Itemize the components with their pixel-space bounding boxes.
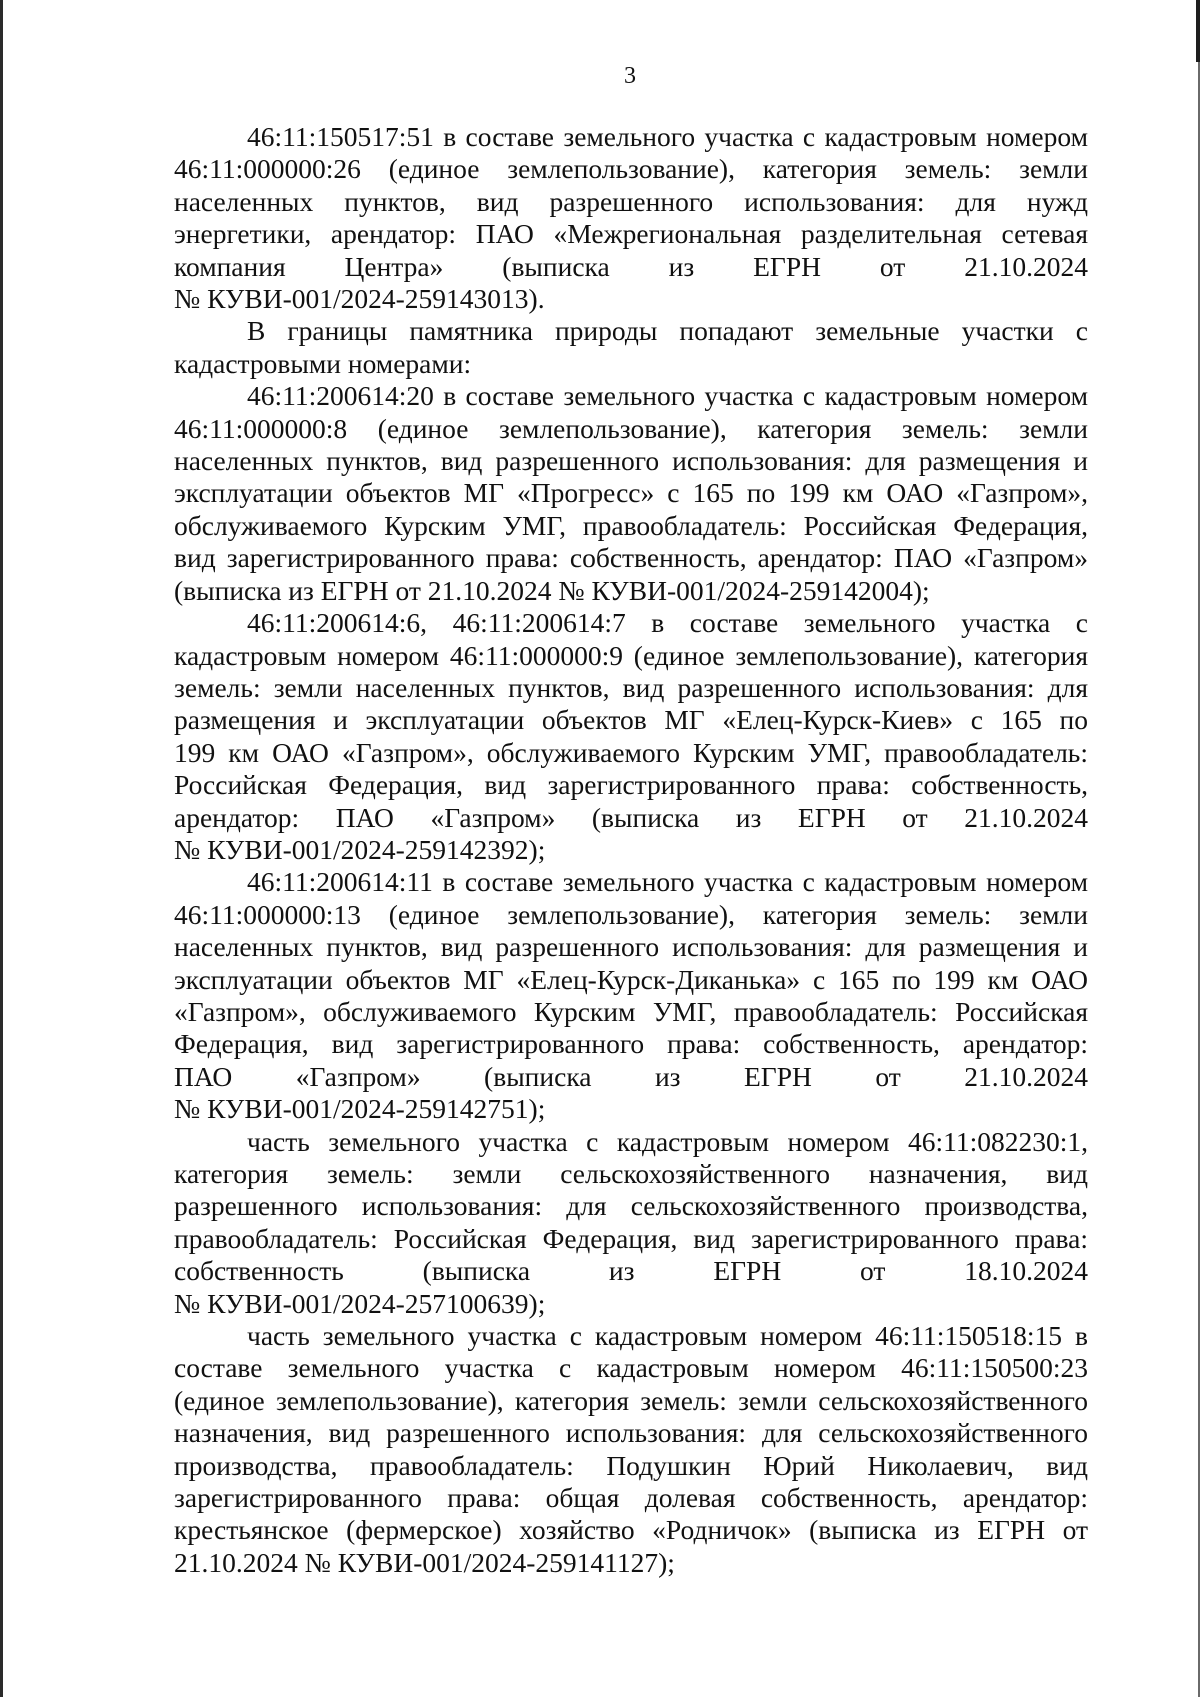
text-line: обслуживаемого Курским УМГ, правообладатель: Российская Федерация, bbox=[174, 509, 1088, 541]
text-line: 199 км ОАО «Газпром», обслуживаемого Курским УМГ, правообладатель: bbox=[174, 736, 1088, 768]
text-line: 46:11:200614:11 в составе земельного участка с кадастровым номером bbox=[247, 866, 1088, 898]
text-line: населенных пунктов, вид разрешенного использования: для размещения и bbox=[174, 931, 1088, 963]
text-line: Федерация, вид зарегистрированного права: собственность, арендатор: bbox=[174, 1028, 1088, 1060]
text-line: арендатор: ПАО «Газпром» (выписка из ЕГРН от 21.10.2024 bbox=[174, 801, 1088, 833]
paragraph bbox=[174, 380, 1088, 607]
text-line: 46:11:000000:13 (единое землепользование), категория земель: земли bbox=[174, 898, 1088, 930]
text-line: собственность (выписка из ЕГРН от 18.10.2024 bbox=[174, 1255, 1088, 1287]
scan-edge-right-mark bbox=[1196, 0, 1200, 62]
text-line: населенных пунктов, вид разрешенного использования: для размещения и bbox=[174, 445, 1088, 477]
text-line: компания Центра» (выписка из ЕГРН от 21.10.2024 bbox=[174, 250, 1088, 282]
text-line: кадастровыми номерами: bbox=[174, 347, 472, 379]
text-line: земель: земли населенных пунктов, вид разрешенного использования: для bbox=[174, 671, 1088, 703]
scan-edge-left bbox=[0, 0, 3, 1697]
text-line: эксплуатации объектов МГ «Елец-Курск-Диканька» с 165 по 199 км ОАО bbox=[174, 963, 1088, 995]
text-line: В границы памятника природы попадают земельные участки с bbox=[247, 315, 1088, 347]
document-body bbox=[174, 121, 1088, 1579]
text-line: 46:11:150517:51 в составе земельного участка с кадастровым номером bbox=[247, 121, 1088, 152]
text-line: (выписка из ЕГРН от 21.10.2024 № КУВИ-001/2024-259142004); bbox=[174, 574, 930, 606]
text-line: Российская Федерация, вид зарегистрированного права: собственность, bbox=[174, 769, 1088, 801]
paragraph bbox=[174, 121, 1088, 315]
text-line: производства, правообладатель: Подушкин Юрий Николаевич, вид bbox=[174, 1449, 1088, 1481]
text-line: часть земельного участка с кадастровым номером 46:11:150518:15 в bbox=[247, 1320, 1088, 1352]
text-line: вид зарегистрированного права: собственность, арендатор: ПАО «Газпром» bbox=[174, 542, 1088, 574]
text-line: 46:11:000000:26 (единое землепользование), категория земель: земли bbox=[174, 153, 1088, 185]
text-line: (единое землепользование), категория земель: земли сельскохозяйственного bbox=[174, 1384, 1088, 1416]
text-line: 46:11:000000:8 (единое землепользование), категория земель: земли bbox=[174, 412, 1088, 444]
paragraph bbox=[174, 1320, 1088, 1579]
text-line: крестьянское (фермерское) хозяйство «Родничок» (выписка из ЕГРН от bbox=[174, 1514, 1088, 1546]
paragraph bbox=[174, 866, 1088, 1125]
text-line: 46:11:200614:6, 46:11:200614:7 в составе земельного участка с bbox=[247, 607, 1088, 639]
text-line: энергетики, арендатор: ПАО «Межрегиональная разделительная сетевая bbox=[174, 218, 1088, 250]
text-line: 46:11:200614:20 в составе земельного участка с кадастровым номером bbox=[247, 380, 1088, 412]
text-line: часть земельного участка с кадастровым номером 46:11:082230:1, bbox=[247, 1125, 1088, 1157]
text-line: ПАО «Газпром» (выписка из ЕГРН от 21.10.2024 bbox=[174, 1060, 1088, 1092]
text-line: № КУВИ-001/2024-259142392); bbox=[174, 833, 546, 865]
text-line: правообладатель: Российская Федерация, вид зарегистрированного права: bbox=[174, 1222, 1088, 1254]
paragraph bbox=[174, 1126, 1088, 1320]
text-line: эксплуатации объектов МГ «Прогресс» с 165 по 199 км ОАО «Газпром», bbox=[174, 477, 1088, 509]
text-line: № КУВИ-001/2024-257100639); bbox=[174, 1287, 546, 1319]
text-line: размещения и эксплуатации объектов МГ «Елец-Курск-Киев» с 165 по bbox=[174, 704, 1088, 736]
text-line: разрешенного использования: для сельскохозяйственного производства, bbox=[174, 1190, 1088, 1222]
text-line: населенных пунктов, вид разрешенного использования: для нужд bbox=[174, 185, 1088, 217]
page-number: 3 bbox=[624, 63, 636, 89]
text-line: зарегистрированного права: общая долевая собственность, арендатор: bbox=[174, 1482, 1088, 1514]
text-line: составе земельного участка с кадастровым номером 46:11:150500:23 bbox=[174, 1352, 1088, 1384]
text-line: кадастровым номером 46:11:000000:9 (единое землепользование), категория bbox=[174, 639, 1088, 671]
text-line: «Газпром», обслуживаемого Курским УМГ, правообладатель: Российская bbox=[174, 995, 1088, 1027]
text-line: № КУВИ-001/2024-259143013). bbox=[174, 283, 545, 315]
text-line: № КУВИ-001/2024-259142751); bbox=[174, 1093, 546, 1125]
text-line: назначения, вид разрешенного использования: для сельскохозяйственного bbox=[174, 1417, 1088, 1449]
paragraph bbox=[174, 315, 1088, 380]
paragraph bbox=[174, 607, 1088, 866]
text-line: 21.10.2024 № КУВИ-001/2024-259141127); bbox=[174, 1546, 675, 1578]
text-line: категория земель: земли сельскохозяйственного назначения, вид bbox=[174, 1158, 1088, 1189]
